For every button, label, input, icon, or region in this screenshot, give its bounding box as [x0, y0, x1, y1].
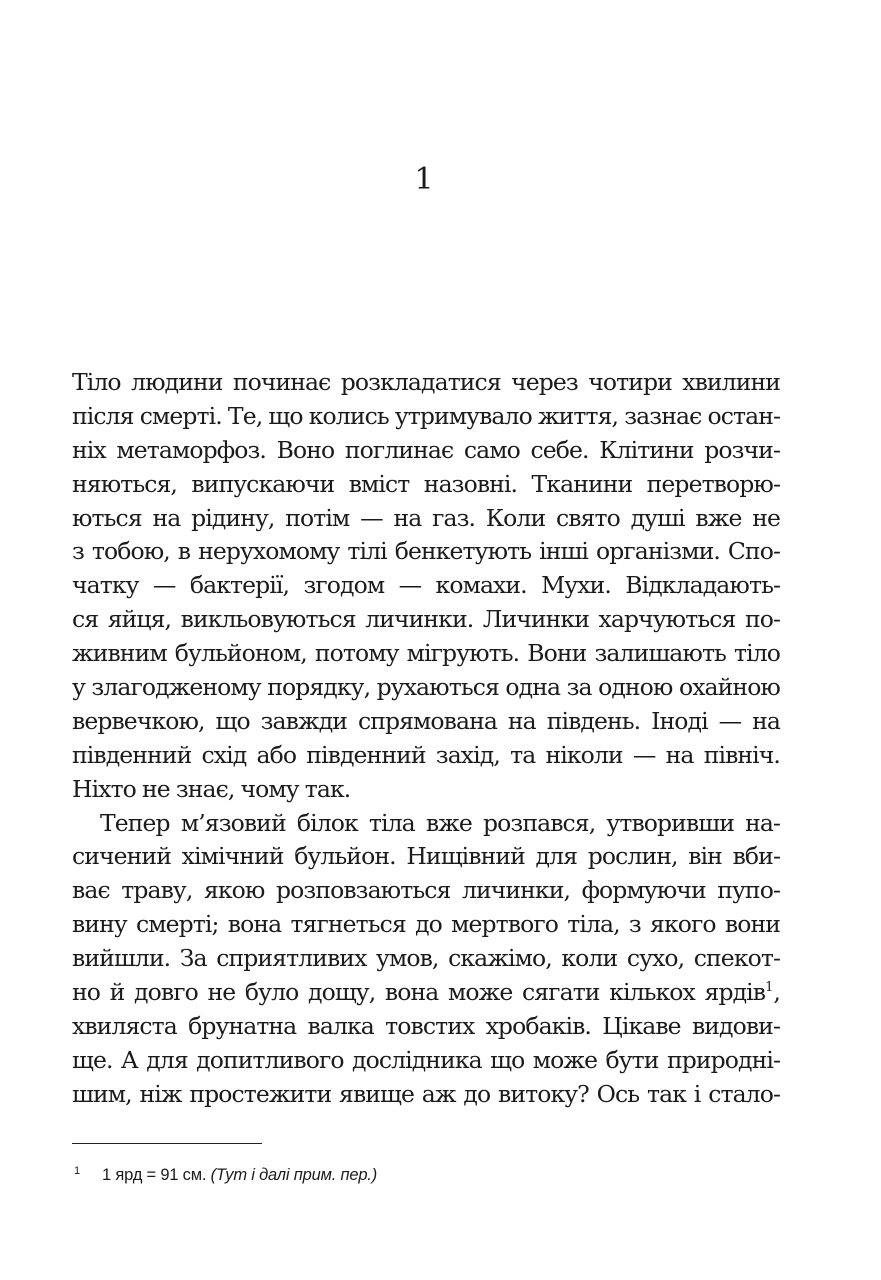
text-line: ся яйця, викльовуються личинки. Личинки харчуються по- — [72, 605, 780, 634]
text-line: вину смерті; вона тягнеться до мертвого тіла, з якого вони — [72, 910, 780, 939]
footnote-divider — [72, 1143, 262, 1144]
paragraph-1 — [72, 366, 780, 807]
text-line: Ніхто не знає, чому так. — [72, 774, 351, 803]
text-line: хвиляста брунатна валка товстих хробаків. Цікаве видови- — [72, 1011, 780, 1040]
text-line: чатку — бактерії, згодом — комахи. Мухи. Відкладають- — [72, 571, 780, 600]
text-line: ває траву, якою розповзаються личинки, формуючи пупо- — [72, 876, 780, 905]
chapter-number: 1 — [414, 162, 434, 197]
text-line: шим, ніж простежити явище аж до витоку? Ось так і стало- — [72, 1079, 780, 1108]
paragraph-2 — [72, 807, 780, 1112]
text-line: з тобою, в нерухомому тілі бенкетують інші організми. Спо- — [72, 537, 780, 566]
text-line: няються, випускаючи вміст назовні. Тканини перетворю- — [72, 469, 780, 498]
text-line: сичений хімічний бульйон. Нищівний для рослин, він вби- — [72, 842, 780, 871]
text-line: ються на рідину, потім — на газ. Коли свято душі вже не — [72, 503, 780, 532]
text-line: ніх метаморфоз. Воно поглинає само себе. Клітини розчи- — [72, 435, 780, 464]
text-line: живним бульйоном, потому мігрують. Вони залишають тіло — [72, 639, 780, 668]
text-line: ще. А для допитливого дослідника що може бути природні- — [72, 1045, 780, 1074]
text-line: вервечкою, що завжди спрямована на південь. Іноді — на — [72, 706, 780, 735]
text-line-part: , — [773, 978, 780, 1007]
text-line: вийшли. За сприятливих умов, скажімо, коли сухо, спекот- — [72, 944, 780, 973]
text-line: Тіло людини починає розкладатися через чотири хвилини — [72, 368, 780, 396]
footnote-number: 1 — [74, 1165, 80, 1177]
text-line: південний схід або південний захід, та ніколи — на північ. — [72, 740, 780, 769]
body-text — [72, 366, 780, 1112]
footnote-reference[interactable]: 1 — [765, 980, 774, 996]
text-line-with-footnote-mark — [72, 976, 780, 1010]
footnote — [72, 1163, 780, 1187]
text-line-part: но й довго не було дощу, вона може сягати кількох ярдів — [72, 978, 766, 1007]
text-line: Тепер м’язовий білок тіла вже розпався, утворивши на- — [100, 808, 780, 837]
footnote-note: (Тут і далі прим. пер.) — [210, 1166, 377, 1184]
text-line: після смерті. Те, що колись утримувало життя, зазнає остан- — [72, 401, 780, 430]
text-line: у злагодженому порядку, рухаються одна за одною охайною — [72, 673, 780, 702]
footnote-text: 1 ярд = 91 см. — [102, 1166, 207, 1184]
